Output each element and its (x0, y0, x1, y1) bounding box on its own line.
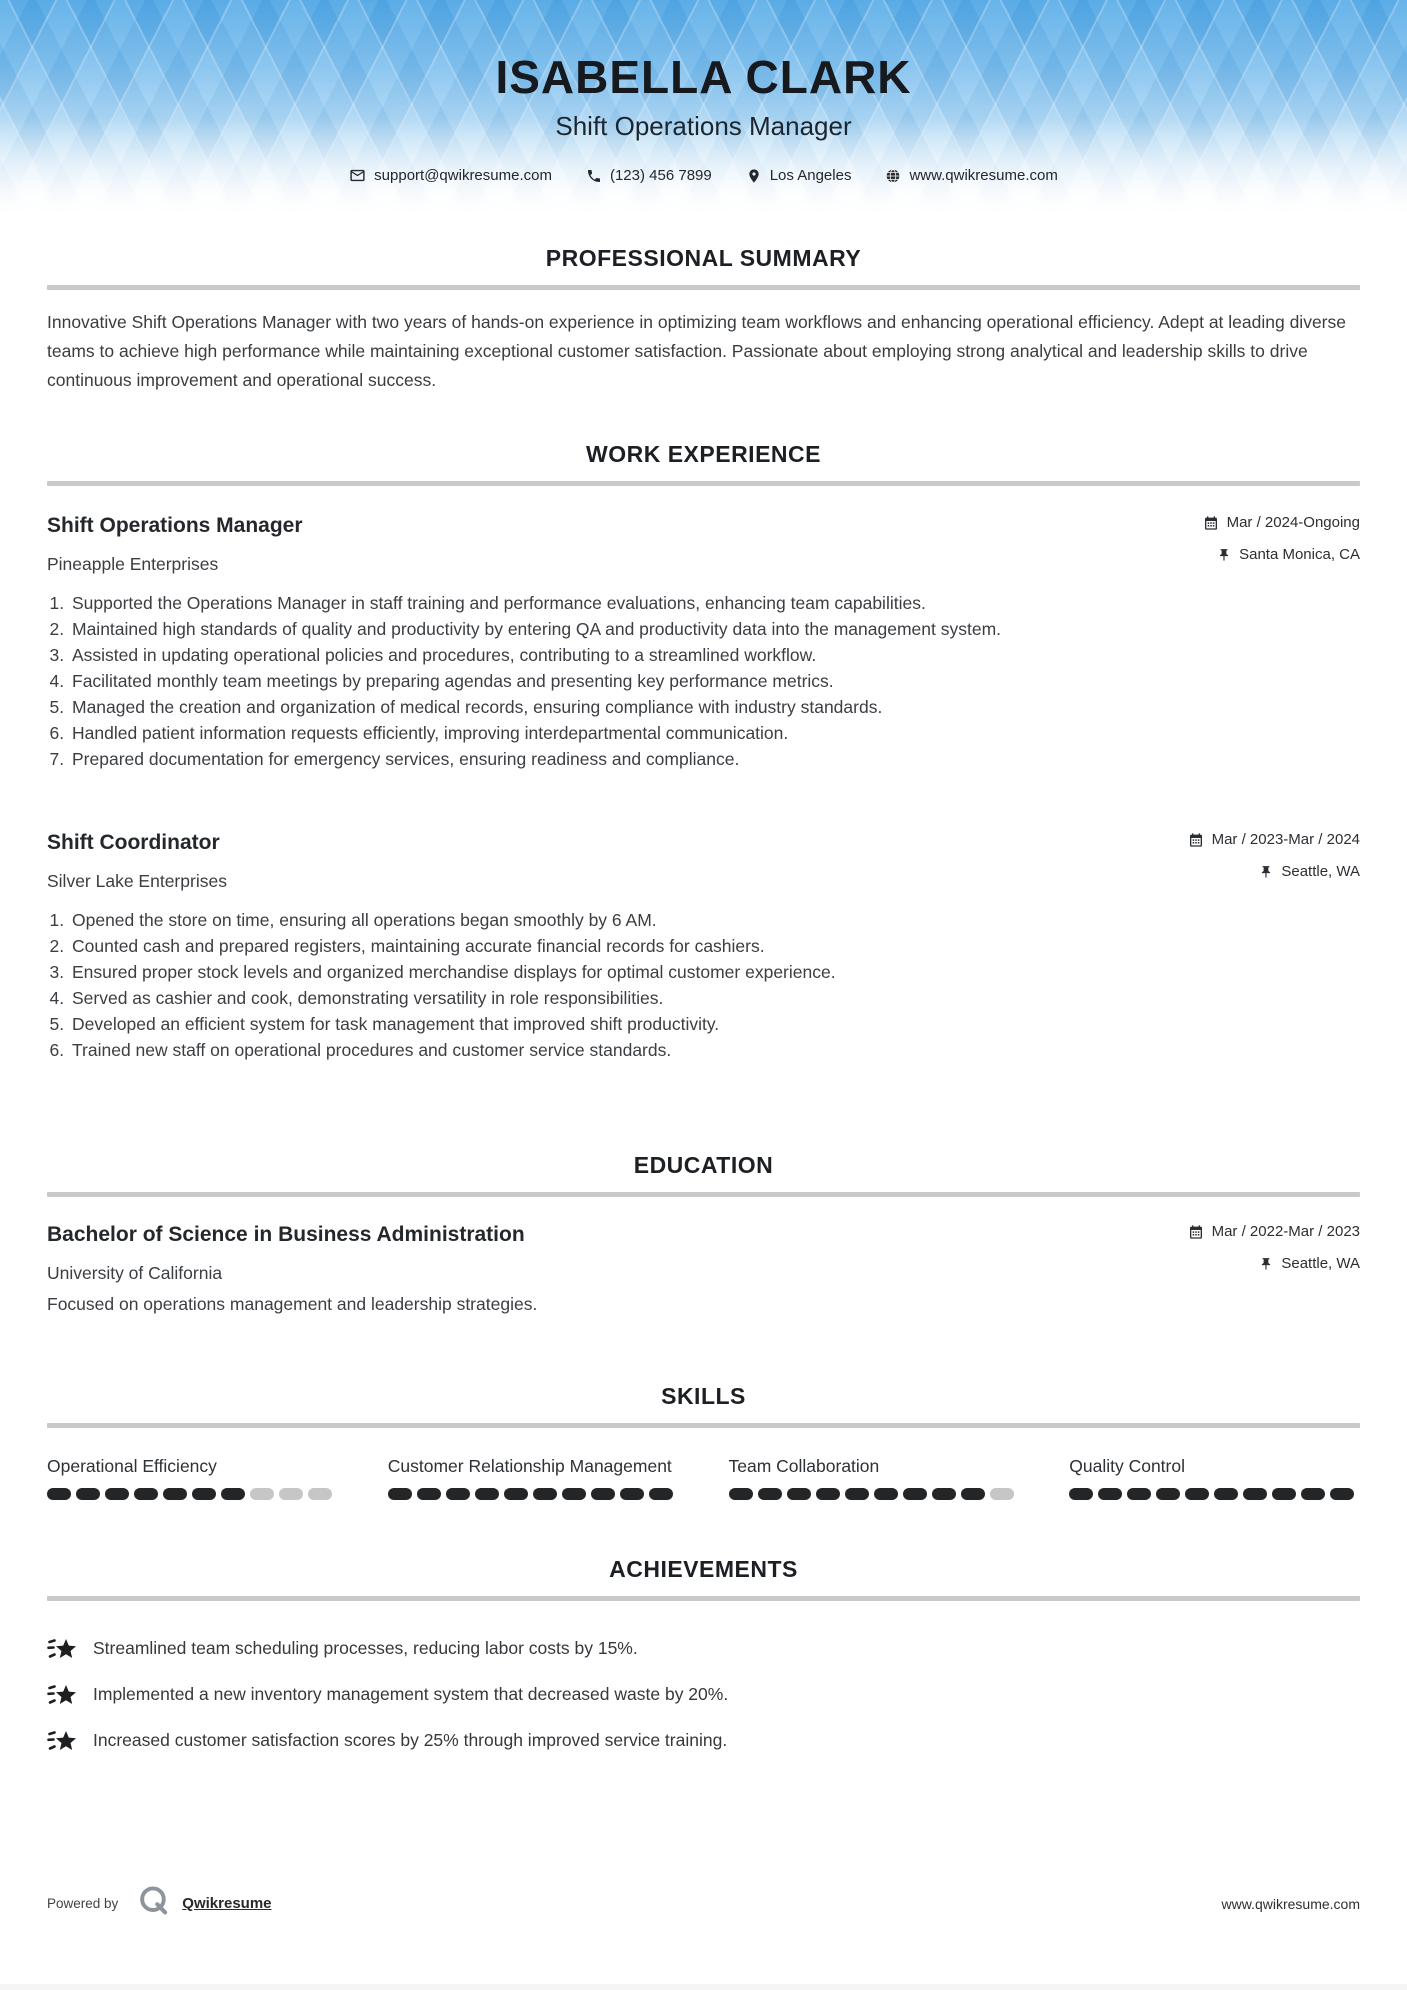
section-divider (47, 1192, 1360, 1197)
section-education-heading (47, 1152, 1360, 1197)
job-date-label: Mar / 2024-Ongoing (1226, 514, 1360, 531)
contact-email-label: support@qwikresume.com (374, 167, 552, 184)
skill-segment-filled (620, 1488, 644, 1500)
section-achievements-heading (47, 1556, 1360, 1601)
skill-segment-filled (1330, 1488, 1354, 1500)
job-list (47, 514, 1360, 1062)
pushpin-icon (1259, 1257, 1273, 1271)
contact-website (885, 167, 1057, 184)
job-bullet: 3. Assisted in updating operational policies and procedures, contributing to a streamlined workflow. (69, 643, 1360, 667)
section-divider (47, 1596, 1360, 1601)
achievement-list (47, 1635, 1360, 1753)
achievement-item (47, 1681, 1360, 1707)
job-location (1217, 546, 1360, 563)
section-skills-heading (47, 1383, 1360, 1428)
pushpin-icon (1217, 548, 1231, 562)
job-bullet: 2. Maintained high standards of quality and productivity by entering QA and productivity data into the management system. (69, 617, 1360, 641)
job-bullet: 6. Trained new staff on operational procedures and customer service standards. (69, 1038, 1360, 1062)
company-name: Silver Lake Enterprises (47, 871, 227, 891)
skill-segment-filled (903, 1488, 927, 1500)
shooting-star-icon (47, 1635, 77, 1661)
skill-segment-filled (1098, 1488, 1122, 1500)
page-footer (47, 1883, 1360, 1924)
skill-level-bar (388, 1488, 679, 1500)
job-bullet: 7. Prepared documentation for emergency services, ensuring readiness and compliance. (69, 747, 1360, 771)
skill-segment-filled (961, 1488, 985, 1500)
job-bullet: 1. Supported the Operations Manager in staff training and performance evaluations, enhancing team capabilities. (69, 591, 1360, 615)
skill-segment-filled (758, 1488, 782, 1500)
skill-segment-filled (221, 1488, 245, 1500)
job-bullet: 6. Handled patient information requests efficiently, improving interdepartmental communication. (69, 721, 1360, 745)
job-bullet: 4. Served as cashier and cook, demonstrating versatility in role responsibilities. (69, 986, 1360, 1010)
skill-name: Operational Efficiency (47, 1456, 217, 1476)
job-bullet: 3. Ensured proper stock levels and organized merchandise displays for optimal customer experience. (69, 960, 1360, 984)
qwikresume-logo-icon (136, 1883, 172, 1924)
skill-name: Customer Relationship Management (387, 1456, 672, 1476)
education-date (1188, 1223, 1360, 1240)
education-entry (47, 1223, 1360, 1315)
job-bullet: 5. Managed the creation and organization of medical records, ensuring compliance with industry standards. (69, 695, 1360, 719)
skill-segment-filled (874, 1488, 898, 1500)
section-professional-summary-heading (47, 245, 1360, 290)
work-heading-text: WORK EXPERIENCE (586, 441, 821, 467)
skill-segment-filled (105, 1488, 129, 1500)
skill-level-bar (47, 1488, 338, 1500)
skill-name: Team Collaboration (728, 1456, 880, 1476)
bottom-edge-strip (0, 1984, 1407, 1990)
skill-segment-filled (649, 1488, 673, 1500)
pushpin-icon (1259, 865, 1273, 879)
job-title: Shift Operations Manager (47, 514, 303, 537)
job-date-label: Mar / 2023-Mar / 2024 (1211, 831, 1360, 848)
contact-row (0, 167, 1407, 184)
section-divider (47, 1423, 1360, 1428)
skill-segment-filled (533, 1488, 557, 1500)
job-bullet: 4. Facilitated monthly team meetings by preparing agendas and presenting key performance metrics. (69, 669, 1360, 693)
shooting-star-icon (47, 1681, 77, 1707)
skill-item (47, 1454, 338, 1500)
skill-segment-filled (1272, 1488, 1296, 1500)
education-location (1259, 1255, 1360, 1272)
skill-item (729, 1454, 1020, 1500)
skill-segment-filled (591, 1488, 615, 1500)
school-name: University of California (47, 1263, 223, 1283)
achievement-text: Streamlined team scheduling processes, reducing labor costs by 15%. (93, 1637, 638, 1658)
skill-segment-empty (250, 1488, 274, 1500)
skill-segment-filled (562, 1488, 586, 1500)
skill-segment-filled (787, 1488, 811, 1500)
job-bullet: 5. Developed an efficient system for task management that improved shift productivity. (69, 1012, 1360, 1036)
skill-segment-filled (446, 1488, 470, 1500)
job-entry (47, 514, 1360, 771)
contact-email (349, 167, 552, 184)
globe-icon (885, 168, 901, 184)
achievement-item (47, 1727, 1360, 1753)
achievement-item (47, 1635, 1360, 1661)
person-job-title: Shift Operations Manager (555, 111, 852, 141)
skill-segment-filled (47, 1488, 71, 1500)
skill-segment-filled (1156, 1488, 1180, 1500)
footer-website-url[interactable]: www.qwikresume.com (1221, 1895, 1360, 1912)
skill-segment-filled (163, 1488, 187, 1500)
job-location-label: Seattle, WA (1281, 863, 1360, 880)
job-entry (47, 831, 1360, 1062)
company-name: Pineapple Enterprises (47, 554, 219, 574)
achievement-text: Implemented a new inventory management system that decreased waste by 20%. (93, 1683, 729, 1704)
education-date-label: Mar / 2022-Mar / 2023 (1211, 1223, 1360, 1240)
skill-segment-filled (1243, 1488, 1267, 1500)
calendar-icon (1203, 515, 1219, 531)
summary-heading-text: PROFESSIONAL SUMMARY (545, 245, 862, 271)
skill-segment-filled (134, 1488, 158, 1500)
contact-phone (586, 167, 712, 184)
skill-segment-filled (192, 1488, 216, 1500)
skill-segment-filled (504, 1488, 528, 1500)
education-heading-text: EDUCATION (633, 1152, 774, 1178)
qwikresume-link[interactable]: Qwikresume (182, 1895, 272, 1912)
skill-segment-filled (1185, 1488, 1209, 1500)
skill-segment-empty (308, 1488, 332, 1500)
skill-item (1069, 1454, 1360, 1500)
job-title: Shift Coordinator (47, 831, 220, 854)
header-banner (0, 0, 1407, 215)
powered-by-label: Powered by (47, 1896, 119, 1911)
email-icon (349, 167, 366, 184)
contact-location-label: Los Angeles (769, 167, 852, 184)
skills-grid (47, 1454, 1360, 1500)
skill-segment-filled (1069, 1488, 1093, 1500)
contact-website-label: www.qwikresume.com (909, 167, 1058, 184)
skill-segment-filled (1214, 1488, 1238, 1500)
skills-heading-text: SKILLS (661, 1383, 746, 1409)
calendar-icon (1188, 1224, 1204, 1240)
section-work-experience-heading (47, 441, 1360, 486)
skill-segment-empty (279, 1488, 303, 1500)
achievements-heading-text: ACHIEVEMENTS (609, 1556, 798, 1582)
job-date (1203, 514, 1360, 531)
section-divider (47, 481, 1360, 486)
skill-segment-filled (1301, 1488, 1325, 1500)
skill-level-bar (1069, 1488, 1360, 1500)
person-name: ISABELLA CLARK (495, 51, 912, 103)
contact-location (746, 167, 852, 184)
skill-level-bar (729, 1488, 1020, 1500)
calendar-icon (1188, 832, 1204, 848)
skill-segment-filled (76, 1488, 100, 1500)
skill-segment-filled (475, 1488, 499, 1500)
job-bullet: 2. Counted cash and prepared registers, maintaining accurate financial records for cashiers. (69, 934, 1360, 958)
education-location-label: Seattle, WA (1281, 1255, 1360, 1272)
skill-segment-filled (729, 1488, 753, 1500)
skill-segment-filled (417, 1488, 441, 1500)
job-location (1259, 863, 1360, 880)
skill-segment-filled (1127, 1488, 1151, 1500)
education-note: Focused on operations management and leadership strategies. (47, 1294, 538, 1314)
skill-name: Quality Control (1069, 1456, 1185, 1476)
summary-paragraph: Innovative Shift Operations Manager with two years of hands-on experience in optimizing team workflows and enhancing operational efficiency. Adept at leading diverse teams to achieve high performance while maintaining exceptional customer satisfaction. Passionate about employing strong analytical and leadership skills to drive continuous improvement and operational success. (47, 312, 1346, 390)
job-date (1188, 831, 1360, 848)
map-pin-icon (746, 168, 762, 184)
skill-segment-filled (845, 1488, 869, 1500)
skill-segment-empty (990, 1488, 1014, 1500)
job-bullet: 1. Opened the store on time, ensuring all operations began smoothly by 6 AM. (69, 908, 1360, 932)
shooting-star-icon (47, 1727, 77, 1753)
skill-segment-filled (932, 1488, 956, 1500)
skill-segment-filled (816, 1488, 840, 1500)
achievement-text: Increased customer satisfaction scores by 25% through improved service training. (93, 1729, 728, 1750)
job-bullet-list (47, 908, 1360, 1062)
degree-title: Bachelor of Science in Business Administration (47, 1223, 525, 1246)
job-bullet-list (47, 591, 1360, 771)
contact-phone-label: (123) 456 7899 (609, 167, 712, 184)
skill-item (388, 1454, 679, 1500)
skill-segment-filled (388, 1488, 412, 1500)
resume-body (0, 245, 1407, 1753)
job-location-label: Santa Monica, CA (1239, 546, 1360, 563)
section-divider (47, 285, 1360, 290)
phone-icon (586, 168, 602, 184)
